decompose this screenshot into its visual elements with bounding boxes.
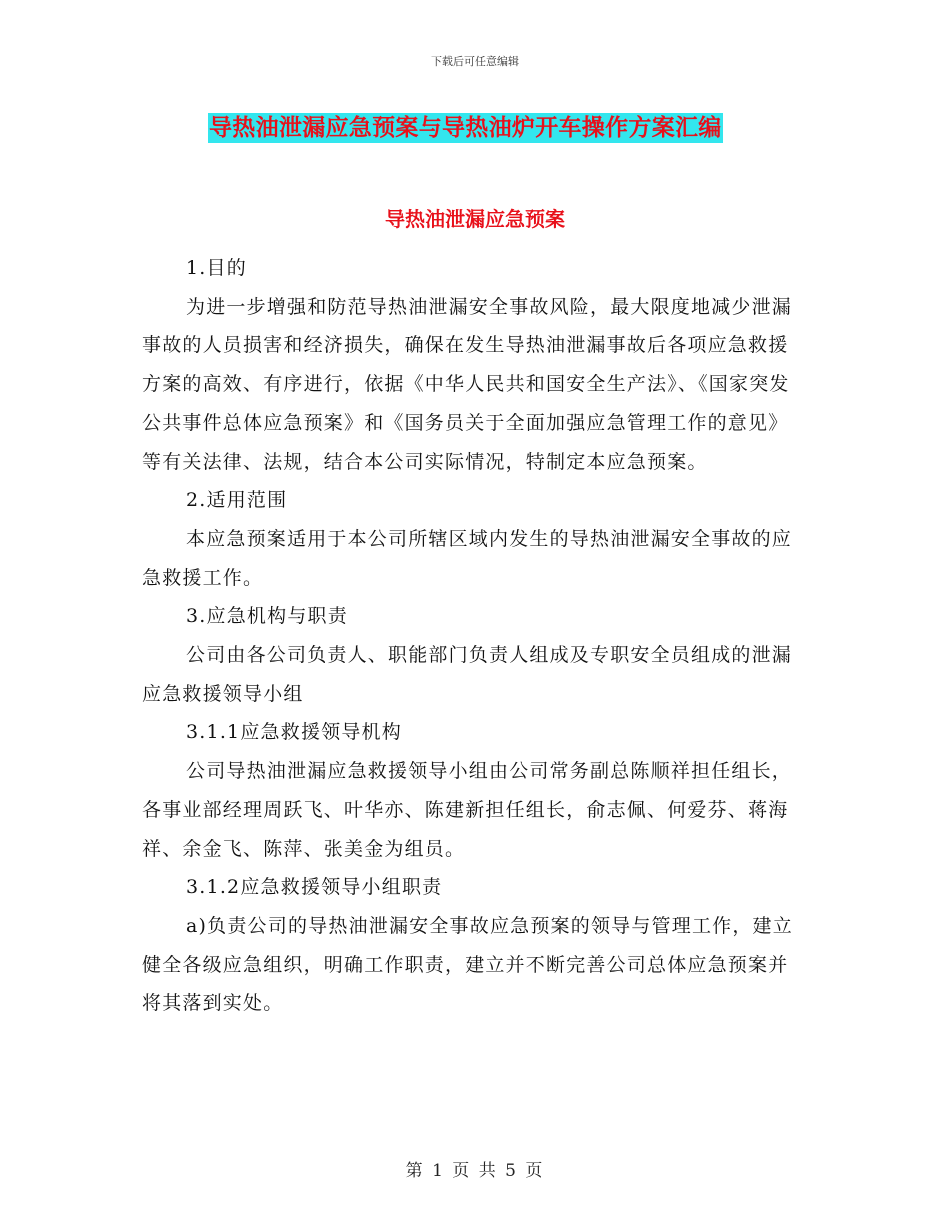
heading-leadership-duties: 3.1.2应急救援领导小组职责: [186, 876, 443, 899]
heading-organization: 3.应急机构与职责: [186, 605, 348, 628]
page-footer: 第 1 页 共 5 页: [405, 1161, 545, 1181]
document-title: 导热油泄漏应急预案与导热油炉开车操作方案汇编: [209, 115, 722, 141]
document-body: [142, 249, 802, 1023]
header-note: 下载后可任意编辑: [431, 55, 519, 68]
paragraph-scope: 本应急预案适用于本公司所辖区域内发生的导热油泄漏安全事故的应急救援工作。: [142, 527, 793, 589]
section-title: 导热油泄漏应急预案: [385, 207, 565, 231]
heading-leadership-body: 3.1.1应急救援领导机构: [186, 721, 402, 744]
heading-scope: 2.适用范围: [186, 489, 288, 512]
paragraph-leadership-body: 公司导热油泄漏应急救援领导小组由公司常务副总陈顺祥担任组长，各事业部经理周跃飞、叶华亦、陈建新担任组长，俞志佩、何爱芬、蒋海祥、余金飞、陈萍、张美金为组员。: [142, 760, 793, 860]
paragraph-organization: 公司由各公司负责人、职能部门负责人组成及专职安全员组成的泄漏应急救援领导小组: [142, 644, 793, 705]
heading-purpose: 1.目的: [186, 257, 247, 279]
paragraph-purpose: 为进一步增强和防范导热油泄漏安全事故风险，最大限度地减少泄漏事故的人员损害和经济损失，确保在发生导热油泄漏事故后各项应急救援方案的高效、有序进行，依据《中华人民共和国安全生产法》、《国家突发公共事件总体应急预案》和《国务员关于全面加强应急管理工作的意见》等有关法律、法规，结合本公司实际情况，特制定本应急预案。: [142, 295, 793, 473]
paragraph-duty-a: a)负责公司的导热油泄漏安全事故应急预案的领导与管理工作，建立健全各级应急组织，明确工作职责，建立并不断完善公司总体应急预案并将其落到实处。: [142, 914, 793, 1015]
